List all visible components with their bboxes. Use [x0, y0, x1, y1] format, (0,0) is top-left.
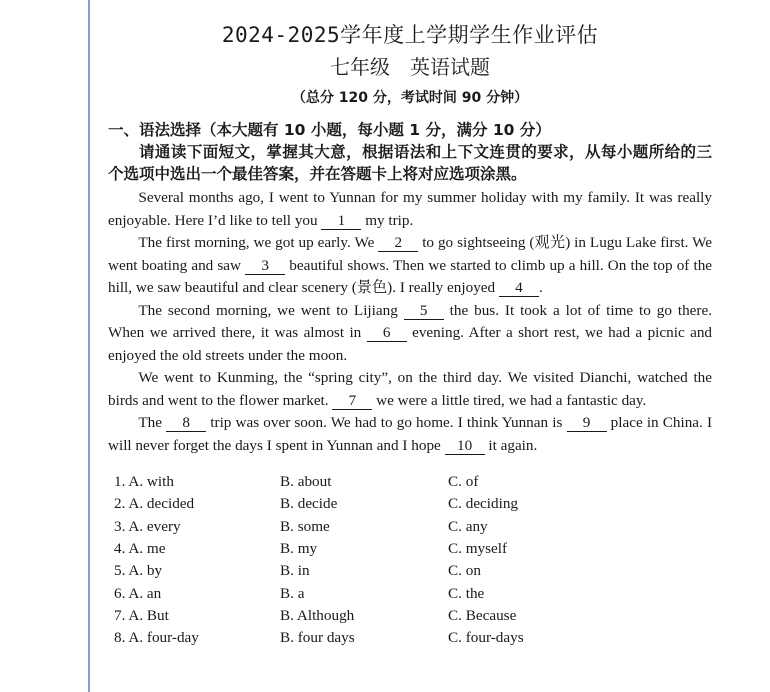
exam-meta: （总分 120 分，考试时间 90 分钟）	[291, 90, 529, 106]
option-row-6	[108, 582, 712, 604]
passage-paragraph-1	[108, 187, 712, 232]
option-c: C. myself	[448, 540, 508, 558]
blank-1: 1	[321, 212, 361, 230]
option-a: 5. A. by	[114, 562, 163, 580]
passage-text: the bus. It took a lot of time to go there. When we arrived there, it was almost in	[108, 301, 713, 341]
passage-paragraph-4	[108, 367, 712, 412]
option-c: C. on	[448, 562, 481, 580]
option-a: 7. A. But	[114, 606, 169, 624]
option-a: 6. A. an	[114, 584, 162, 602]
option-c: C. any	[448, 517, 488, 535]
passage-text: beautiful shows. Then we started to climb up a hill. On the top of the hill, we saw beautiful and clear scenery (景色). I really enjoyed	[108, 256, 713, 296]
exam-subtitle: 七年级 英语试题	[330, 55, 490, 79]
blank-5: 5	[404, 302, 444, 320]
option-a: 8. A. four-day	[114, 629, 199, 647]
option-row-8	[108, 627, 712, 649]
margin-line	[88, 0, 90, 692]
option-row-2	[108, 493, 712, 515]
option-c: C. the	[448, 584, 485, 602]
passage-text: We went to Kunming, the “spring city”, on the third day. We visited Dianchi, watched the birds and went to the flower market.	[108, 369, 712, 409]
passage-text: we were a little tired, we had a fantastic day.	[376, 391, 647, 409]
option-a: 1. A. with	[114, 473, 174, 491]
option-b: B. decide	[280, 495, 338, 513]
passage-text: The first morning, we got up early. We	[138, 234, 375, 251]
option-b: B. my	[280, 540, 318, 558]
blank-10: 10	[445, 437, 485, 455]
passage-text: trip was over soon. We had to go home. I think Yunnan is	[210, 414, 563, 431]
blank-4: 4	[499, 279, 539, 297]
option-a: 3. A. every	[114, 517, 181, 535]
passage-paragraph-2	[108, 232, 712, 300]
option-a: 2. A. decided	[114, 495, 195, 513]
passage-text: .	[538, 279, 543, 296]
blank-9: 9	[567, 414, 607, 432]
passage-text: The second morning, we went to Lijiang	[138, 301, 398, 319]
option-b: B. about	[280, 473, 332, 491]
option-row-1	[108, 471, 712, 493]
option-row-5	[108, 560, 712, 582]
passage-paragraph-5	[108, 412, 712, 457]
option-row-4	[108, 538, 712, 560]
blank-7: 7	[332, 392, 372, 410]
passage-paragraph-3	[108, 300, 712, 368]
passage-text: to go sightseeing (观光) in Lugu Lake first. We went boating and saw	[108, 234, 712, 274]
option-b: B. four days	[280, 629, 355, 647]
passage-text: my trip.	[365, 211, 414, 229]
option-c: C. of	[448, 473, 479, 491]
blank-3: 3	[245, 257, 285, 275]
option-c: C. four-days	[448, 629, 524, 647]
answer-options	[108, 471, 712, 649]
blank-2: 2	[378, 234, 418, 252]
passage-text: it again.	[488, 436, 538, 454]
passage-text: place in China. I will never forget the days I spent in Yunnan and I hope	[108, 414, 713, 454]
option-b: B. a	[280, 584, 305, 602]
option-a: 4. A. me	[114, 540, 166, 558]
passage-text: evening. After a short rest, we had a picnic and enjoyed the old streets under the moon.	[108, 324, 713, 364]
passage-text: The	[138, 414, 163, 431]
passage-text: Several months ago, I went to Yunnan for my summer holiday with my family. It was really enjoyable. Here I’d like to tell you	[108, 189, 712, 229]
blank-6: 6	[367, 324, 407, 342]
option-row-7	[108, 605, 712, 627]
option-c: C. Because	[448, 606, 517, 624]
section-heading: 一、语法选择（本大题有 10 小题，每小题 1 分，满分 10 分）	[108, 121, 551, 139]
blank-8: 8	[166, 414, 206, 432]
exam-title: 2024-2025学年度上学期学生作业评估	[221, 23, 599, 47]
option-b: B. Although	[280, 606, 355, 624]
passage	[108, 187, 712, 457]
option-row-3	[108, 516, 712, 538]
option-c: C. deciding	[448, 495, 519, 513]
exam-sheet	[108, 20, 712, 649]
option-b: B. some	[280, 517, 330, 535]
option-b: B. in	[280, 562, 310, 580]
section-instruction: 请通读下面短文，掌握其大意，根据语法和上下文连贯的要求，从每小题所给的三个选项中选出一个最佳答案，并在答题卡上将对应选项涂黑。	[108, 143, 712, 183]
